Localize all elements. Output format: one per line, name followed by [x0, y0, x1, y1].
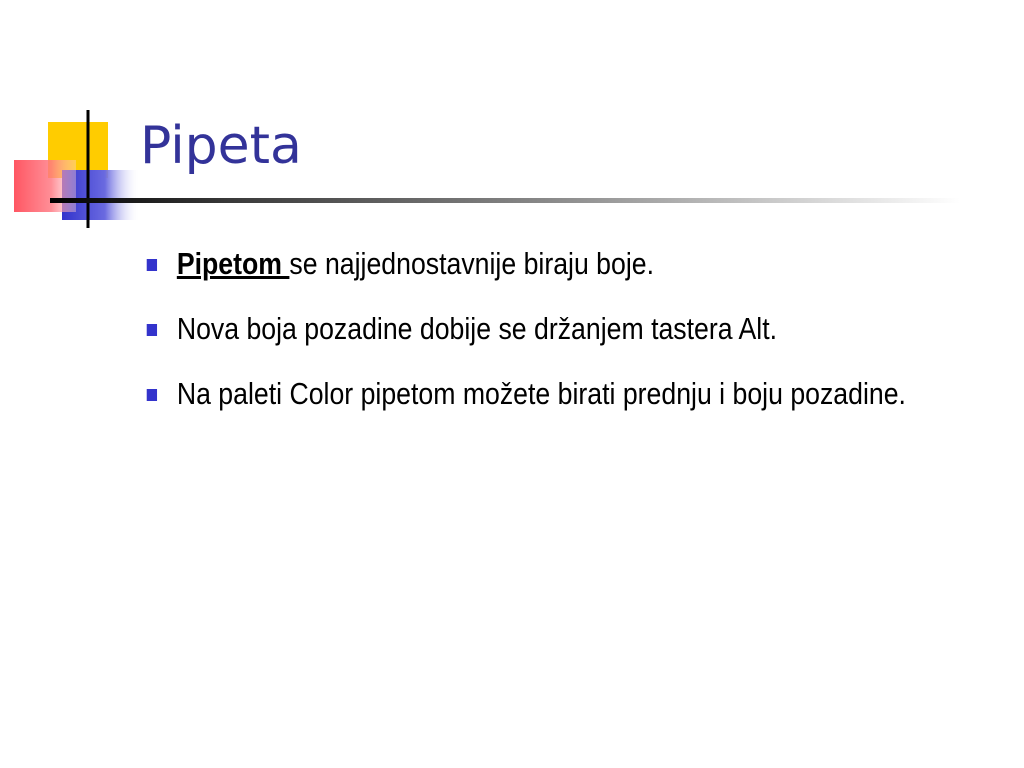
bullet-item: [145, 303, 1007, 355]
bullet-item: [145, 238, 1007, 290]
bullet-square-icon: [147, 324, 157, 336]
bullet-emphasis: Pipetom: [176, 246, 290, 281]
logo-red-square: [14, 160, 76, 212]
title-divider: [50, 198, 960, 203]
slide-title: Pipeta: [140, 116, 302, 176]
bullet-list: [145, 238, 975, 433]
bullet-square-icon: [147, 259, 157, 271]
decorative-squares-logo: [0, 100, 160, 240]
bullet-item: [145, 368, 1007, 420]
bullet-text: se najjednostavnije biraju boje.: [289, 246, 654, 281]
bullet-text: Nova boja pozadine dobije se držanjem tastera Alt.: [176, 311, 778, 346]
bullet-square-icon: [147, 389, 157, 401]
bullet-text: Na paleti Color pipetom možete birati prednju i boju pozadine.: [176, 376, 906, 411]
